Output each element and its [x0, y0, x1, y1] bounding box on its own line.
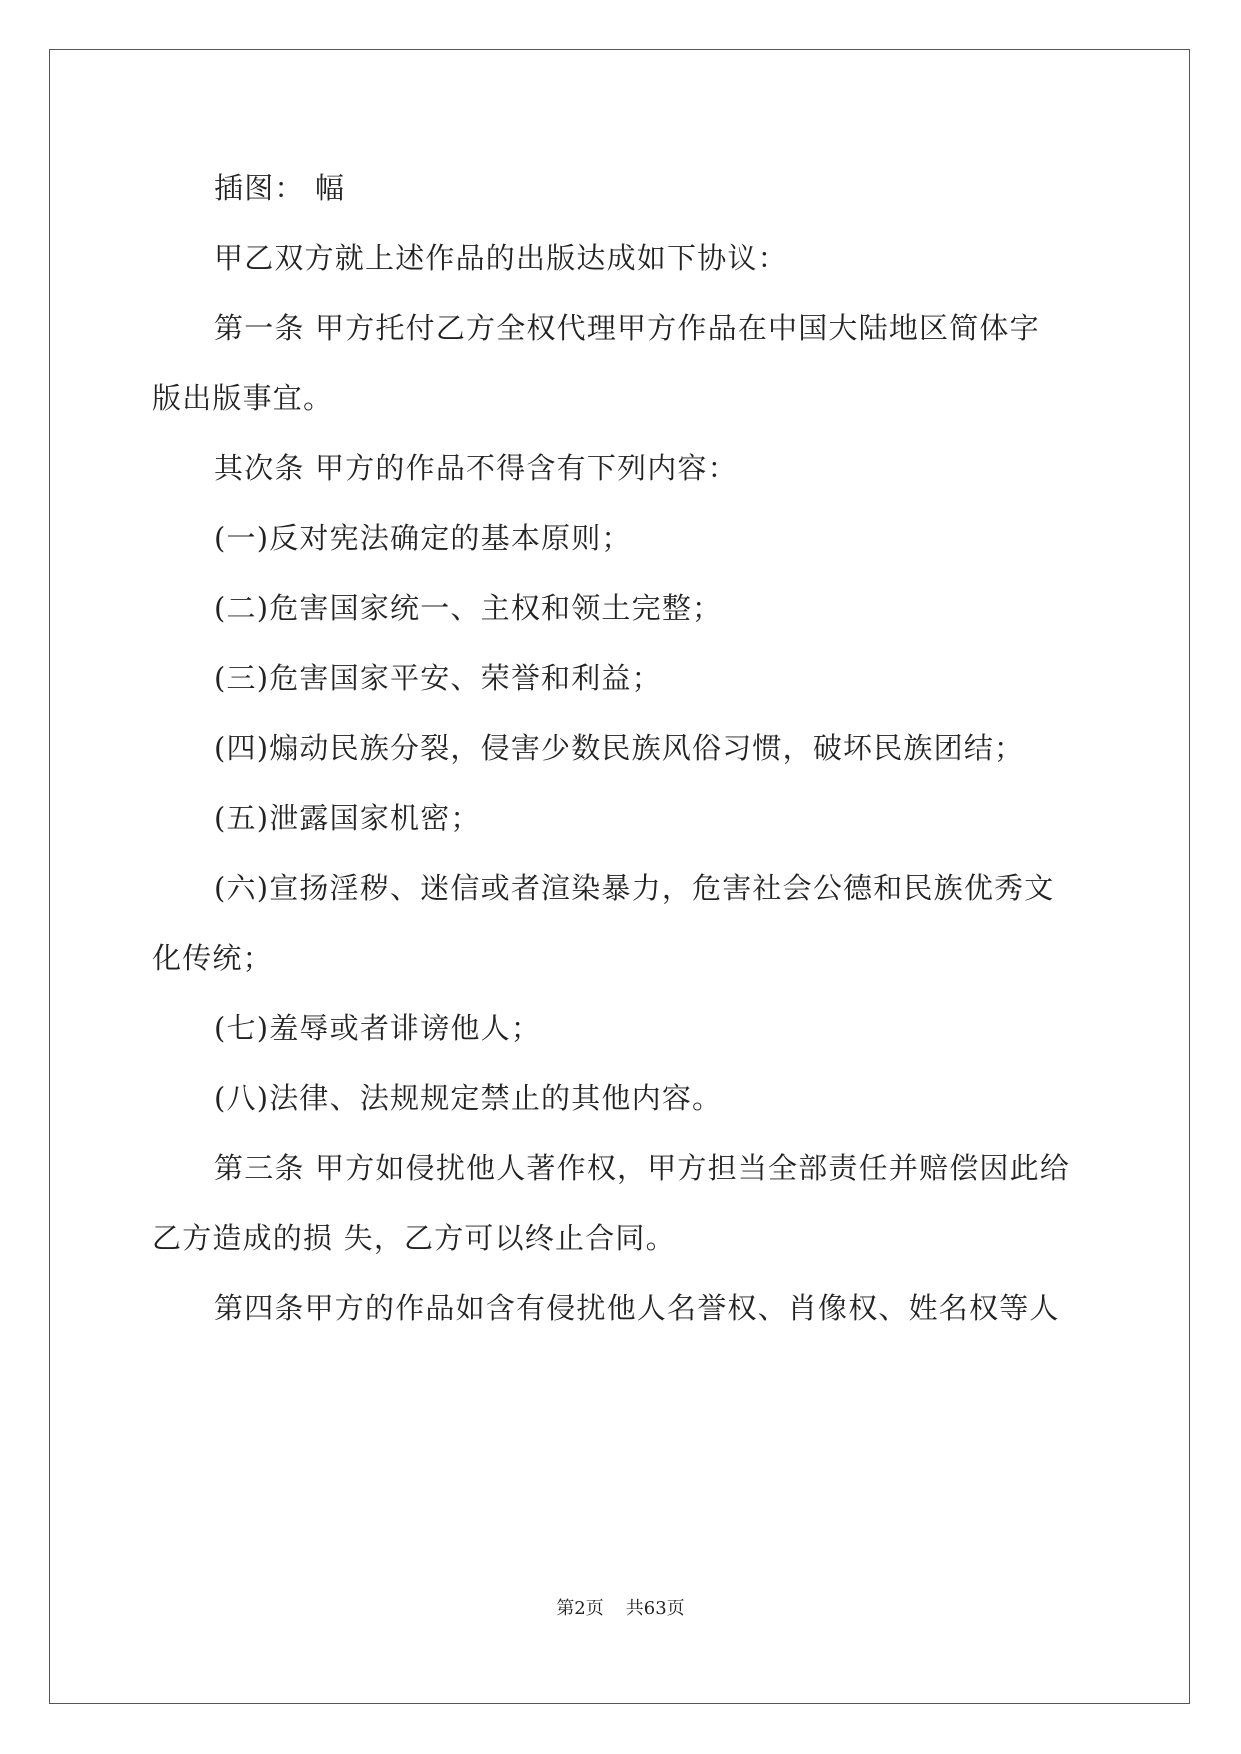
text-line: (六)宣扬淫秽、迷信或者渲染暴力，危害社会公德和民族优秀文: [214, 871, 1055, 905]
page-number: 第2页: [556, 1598, 604, 1619]
text-line: 版出版事宜。: [152, 381, 334, 415]
text-line: 甲乙双方就上述作品的出版达成如下协议：: [214, 241, 788, 275]
text-line: 乙方造成的损 失，乙方可以终止合同。: [152, 1221, 676, 1255]
text-line: (五)泄露国家机密；: [214, 801, 481, 835]
text-line: (二)危害国家统一、主权和领土完整；: [214, 591, 723, 625]
text-line: (八)法律、法规规定禁止的其他内容。: [214, 1081, 723, 1115]
text-line: (一)反对宪法确定的基本原则；: [214, 521, 632, 555]
text-line: 第三条 甲方如侵扰他人著作权，甲方担当全部责任并赔偿因此给: [214, 1151, 1071, 1185]
text-line: (七)羞辱或者诽谤他人；: [214, 1011, 542, 1045]
text-line: 其次条 甲方的作品不得含有下列内容：: [214, 451, 738, 485]
text-line: (三)危害国家平安、荣誉和利益；: [214, 661, 662, 695]
page-footer: [0, 1594, 1241, 1620]
text-line: (四)煽动民族分裂，侵害少数民族风俗习惯，破坏民族团结；: [214, 731, 1025, 765]
text-line: 插图： 幅: [214, 171, 346, 205]
text-line: 化传统；: [152, 941, 273, 975]
document-body: [152, 163, 1092, 1353]
text-line: 第一条 甲方托付乙方全权代理甲方作品在中国大陆地区简体字: [214, 311, 1040, 345]
text-line: 第四条甲方的作品如含有侵扰他人名誉权、肖像权、姓名权等人: [214, 1291, 1060, 1325]
page-total: 共63页: [625, 1598, 685, 1619]
